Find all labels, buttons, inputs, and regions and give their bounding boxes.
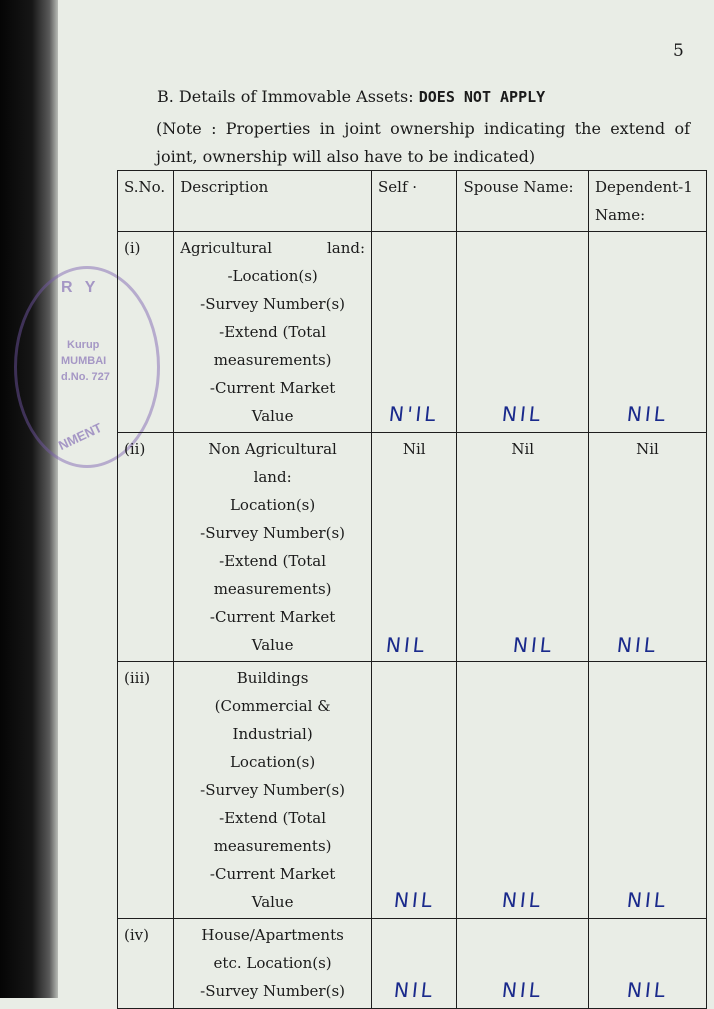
self-value-cell [372,232,457,433]
section-title-emphasis: DOES NOT APPLY [418,88,546,106]
spouse-value-cell [457,232,589,433]
desc-line: land: [253,468,292,486]
desc-line: measurements) [213,837,332,855]
handwritten-nil: NIL [500,978,545,1002]
desc-line: -Extend (Total [219,809,327,827]
table-header-row [118,171,707,232]
desc-line: Agricultural land: [180,239,366,257]
desc-line: -Current Market [209,865,336,883]
spouse-value-cell [457,919,589,1009]
dependent-value-cell [588,232,706,433]
header-dependent [588,171,706,232]
section-title [157,87,545,106]
header-self: Self · [372,171,457,232]
table-row [118,662,707,919]
row-description [174,919,372,1009]
table-row [118,919,707,1009]
stamp-text-mid2: MUMBAI [61,355,107,367]
desc-line: -Survey Number(s) [200,781,346,799]
header-dependent-line1: Dependent-1 [594,178,693,196]
desc-line: Industrial) [232,725,313,743]
header-dependent-line2: Name: [594,206,646,224]
desc-line: House/Apartments [201,926,344,944]
handwritten-nil: NIL [500,402,545,426]
printed-nil: Nil [402,440,426,458]
section-note-line2: joint, ownership will also have to be indicated) [156,147,536,166]
spouse-value-cell [457,433,589,662]
desc-line: -Extend (Total [219,552,327,570]
desc-line: measurements) [213,351,332,369]
self-value-cell [372,433,457,662]
handwritten-nil: NIL [625,888,670,912]
handwritten-nil: N'IL [388,402,441,426]
desc-line: Value [251,407,294,425]
handwritten-nil: NIL [625,978,670,1002]
desc-line: -Survey Number(s) [200,295,346,313]
handwritten-nil: NIL [500,888,545,912]
printed-nil: Nil [511,440,535,458]
stamp-text-bottom: NMENT [55,419,105,454]
page-number: 5 [673,41,684,61]
dependent-value-cell [588,919,706,1009]
desc-line: Location(s) [229,496,316,514]
table-row [118,232,707,433]
desc-line: -Current Market [209,379,336,397]
row-description [174,662,372,919]
desc-line: -Extend (Total [219,323,327,341]
header-spouse: Spouse Name: [457,171,589,232]
printed-nil: Nil [636,440,659,458]
row-sno: (iv) [118,919,174,1009]
desc-line: -Location(s) [227,267,318,285]
desc-line: Non Agricultural [208,440,337,458]
stamp-text-top: R Y [61,279,100,296]
section-title-prefix: B. Details of Immovable Assets: [157,87,414,106]
stamp-text-mid1: Kurup [67,339,100,351]
desc-line: measurements) [213,580,332,598]
book-binding-shadow [0,0,58,998]
handwritten-nil: NIL [384,633,429,657]
immovable-assets-table [117,170,707,1009]
handwritten-nil: NIL [392,978,436,1002]
spouse-value-cell [457,662,589,919]
handwritten-nil: NIL [512,633,556,657]
desc-line: Buildings [236,669,309,687]
desc-line: etc. Location(s) [213,954,332,972]
desc-line: -Current Market [209,608,336,626]
row-description [174,433,372,662]
handwritten-nil: NIL [392,888,436,912]
row-description [174,232,372,433]
handwritten-nil: NIL [615,633,660,657]
header-sno: S.No. [118,171,174,232]
stamp-text-mid3: d.No. 727 [61,371,110,383]
handwritten-nil: NIL [625,402,670,426]
row-sno: (iii) [118,662,174,919]
table-row [118,433,707,662]
desc-line: Value [251,893,294,911]
desc-line: -Survey Number(s) [200,982,346,1000]
self-value-cell [372,662,457,919]
row-sno: (ii) [118,433,174,662]
dependent-value-cell [588,662,706,919]
desc-line: -Survey Number(s) [200,524,346,542]
header-description: Description [174,171,372,232]
dependent-value-cell [588,433,706,662]
desc-line: Value [251,636,294,654]
desc-line: (Commercial & [214,697,331,715]
section-note-line1: (Note : Properties in joint ownership indicating the extend of [156,119,690,138]
self-value-cell [372,919,457,1009]
desc-line: Location(s) [229,753,316,771]
row-sno: (i) [118,232,174,433]
